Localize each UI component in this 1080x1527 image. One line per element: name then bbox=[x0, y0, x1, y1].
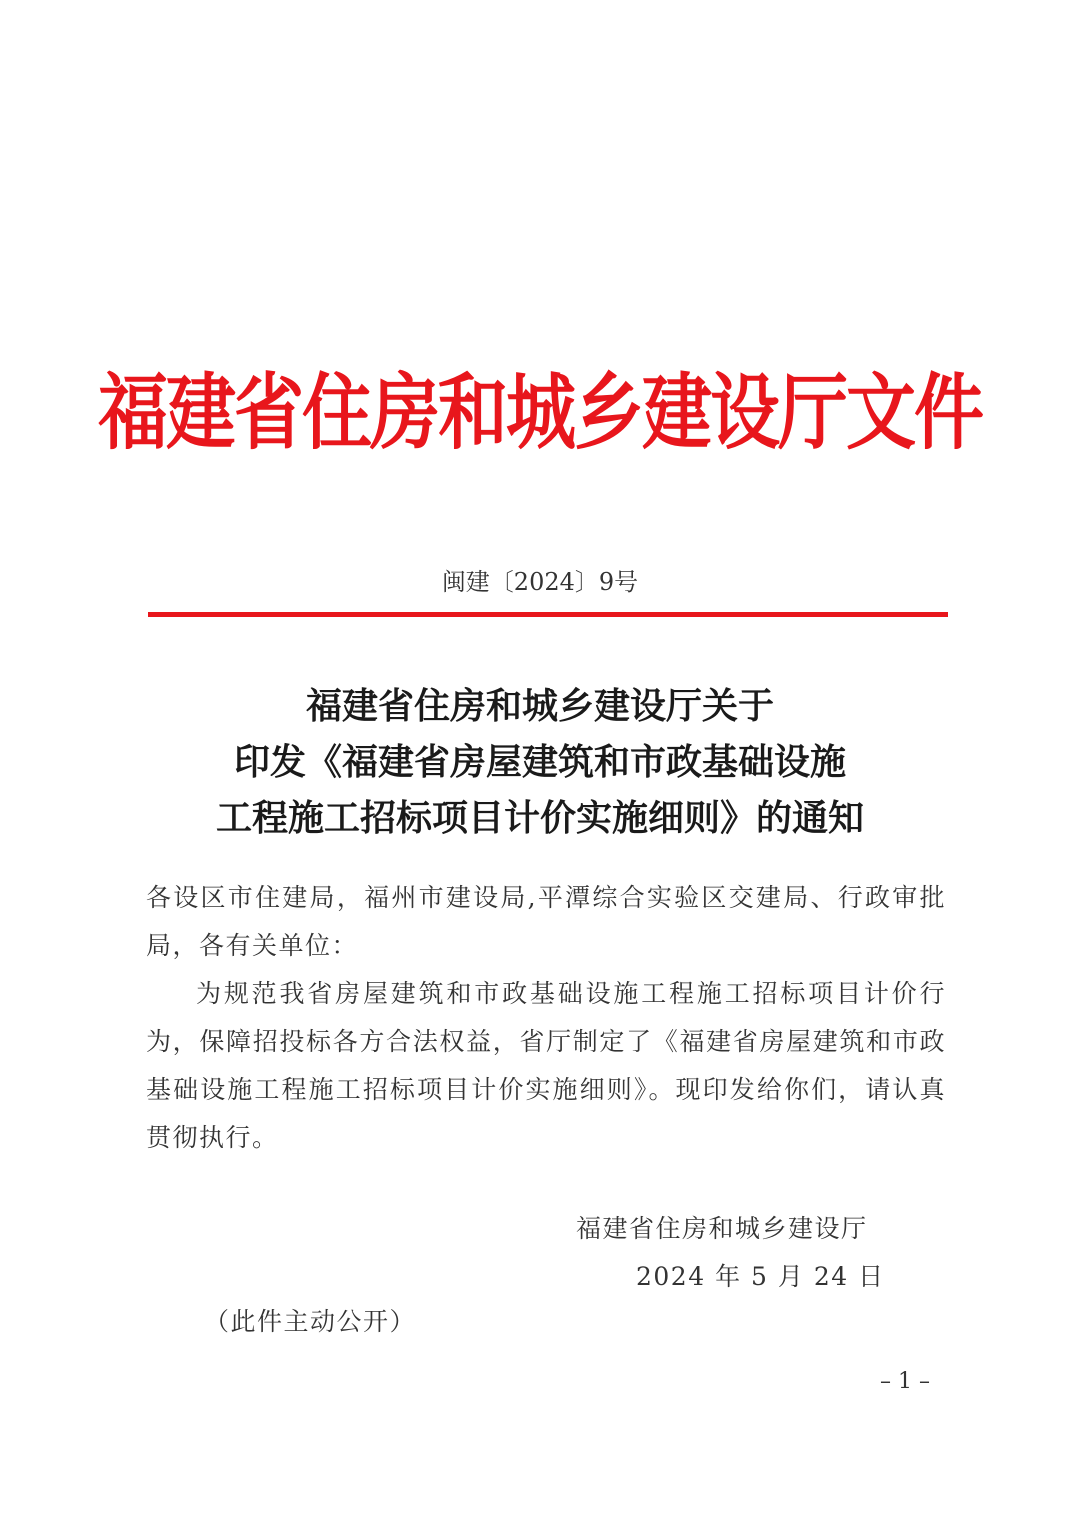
salutation: 各设区市住建局，福州市建设局,平潭综合实验区交建局、行政审批局，各有关单位： bbox=[146, 883, 946, 960]
notice-title-line-3: 工程施工招标项目计价实施细则》的通知 bbox=[215, 797, 864, 839]
signature-organization: 福建省住房和城乡建设厅 bbox=[576, 1214, 868, 1243]
notice-title-line-1: 福建省住房和城乡建设厅关于 bbox=[305, 685, 774, 727]
notice-title bbox=[0, 678, 1080, 846]
notice-title-line-2: 印发《福建省房屋建筑和市政基础设施 bbox=[233, 741, 846, 783]
notice-body bbox=[146, 874, 946, 1162]
public-disclosure-note: （此件主动公开） bbox=[204, 1307, 417, 1336]
red-divider-line bbox=[148, 612, 948, 617]
body-paragraph: 为规范我省房屋建筑和市政基础设施工程施工招标项目计价行为，保障招投标各方合法权益，省厅制定了《福建省房屋建筑和市政基础设施工程施工招标项目计价实施细则》。现印发给你们，请认真贯彻执行。 bbox=[146, 979, 946, 1152]
document-header-title: 福建省住房和城乡建设厅文件 bbox=[98, 363, 982, 462]
document-number: 闽建〔2024〕9号 bbox=[441, 568, 639, 596]
signature-date: 2024 年 5 月 24 日 bbox=[636, 1262, 885, 1291]
page-number: – 1 – bbox=[880, 1369, 930, 1394]
